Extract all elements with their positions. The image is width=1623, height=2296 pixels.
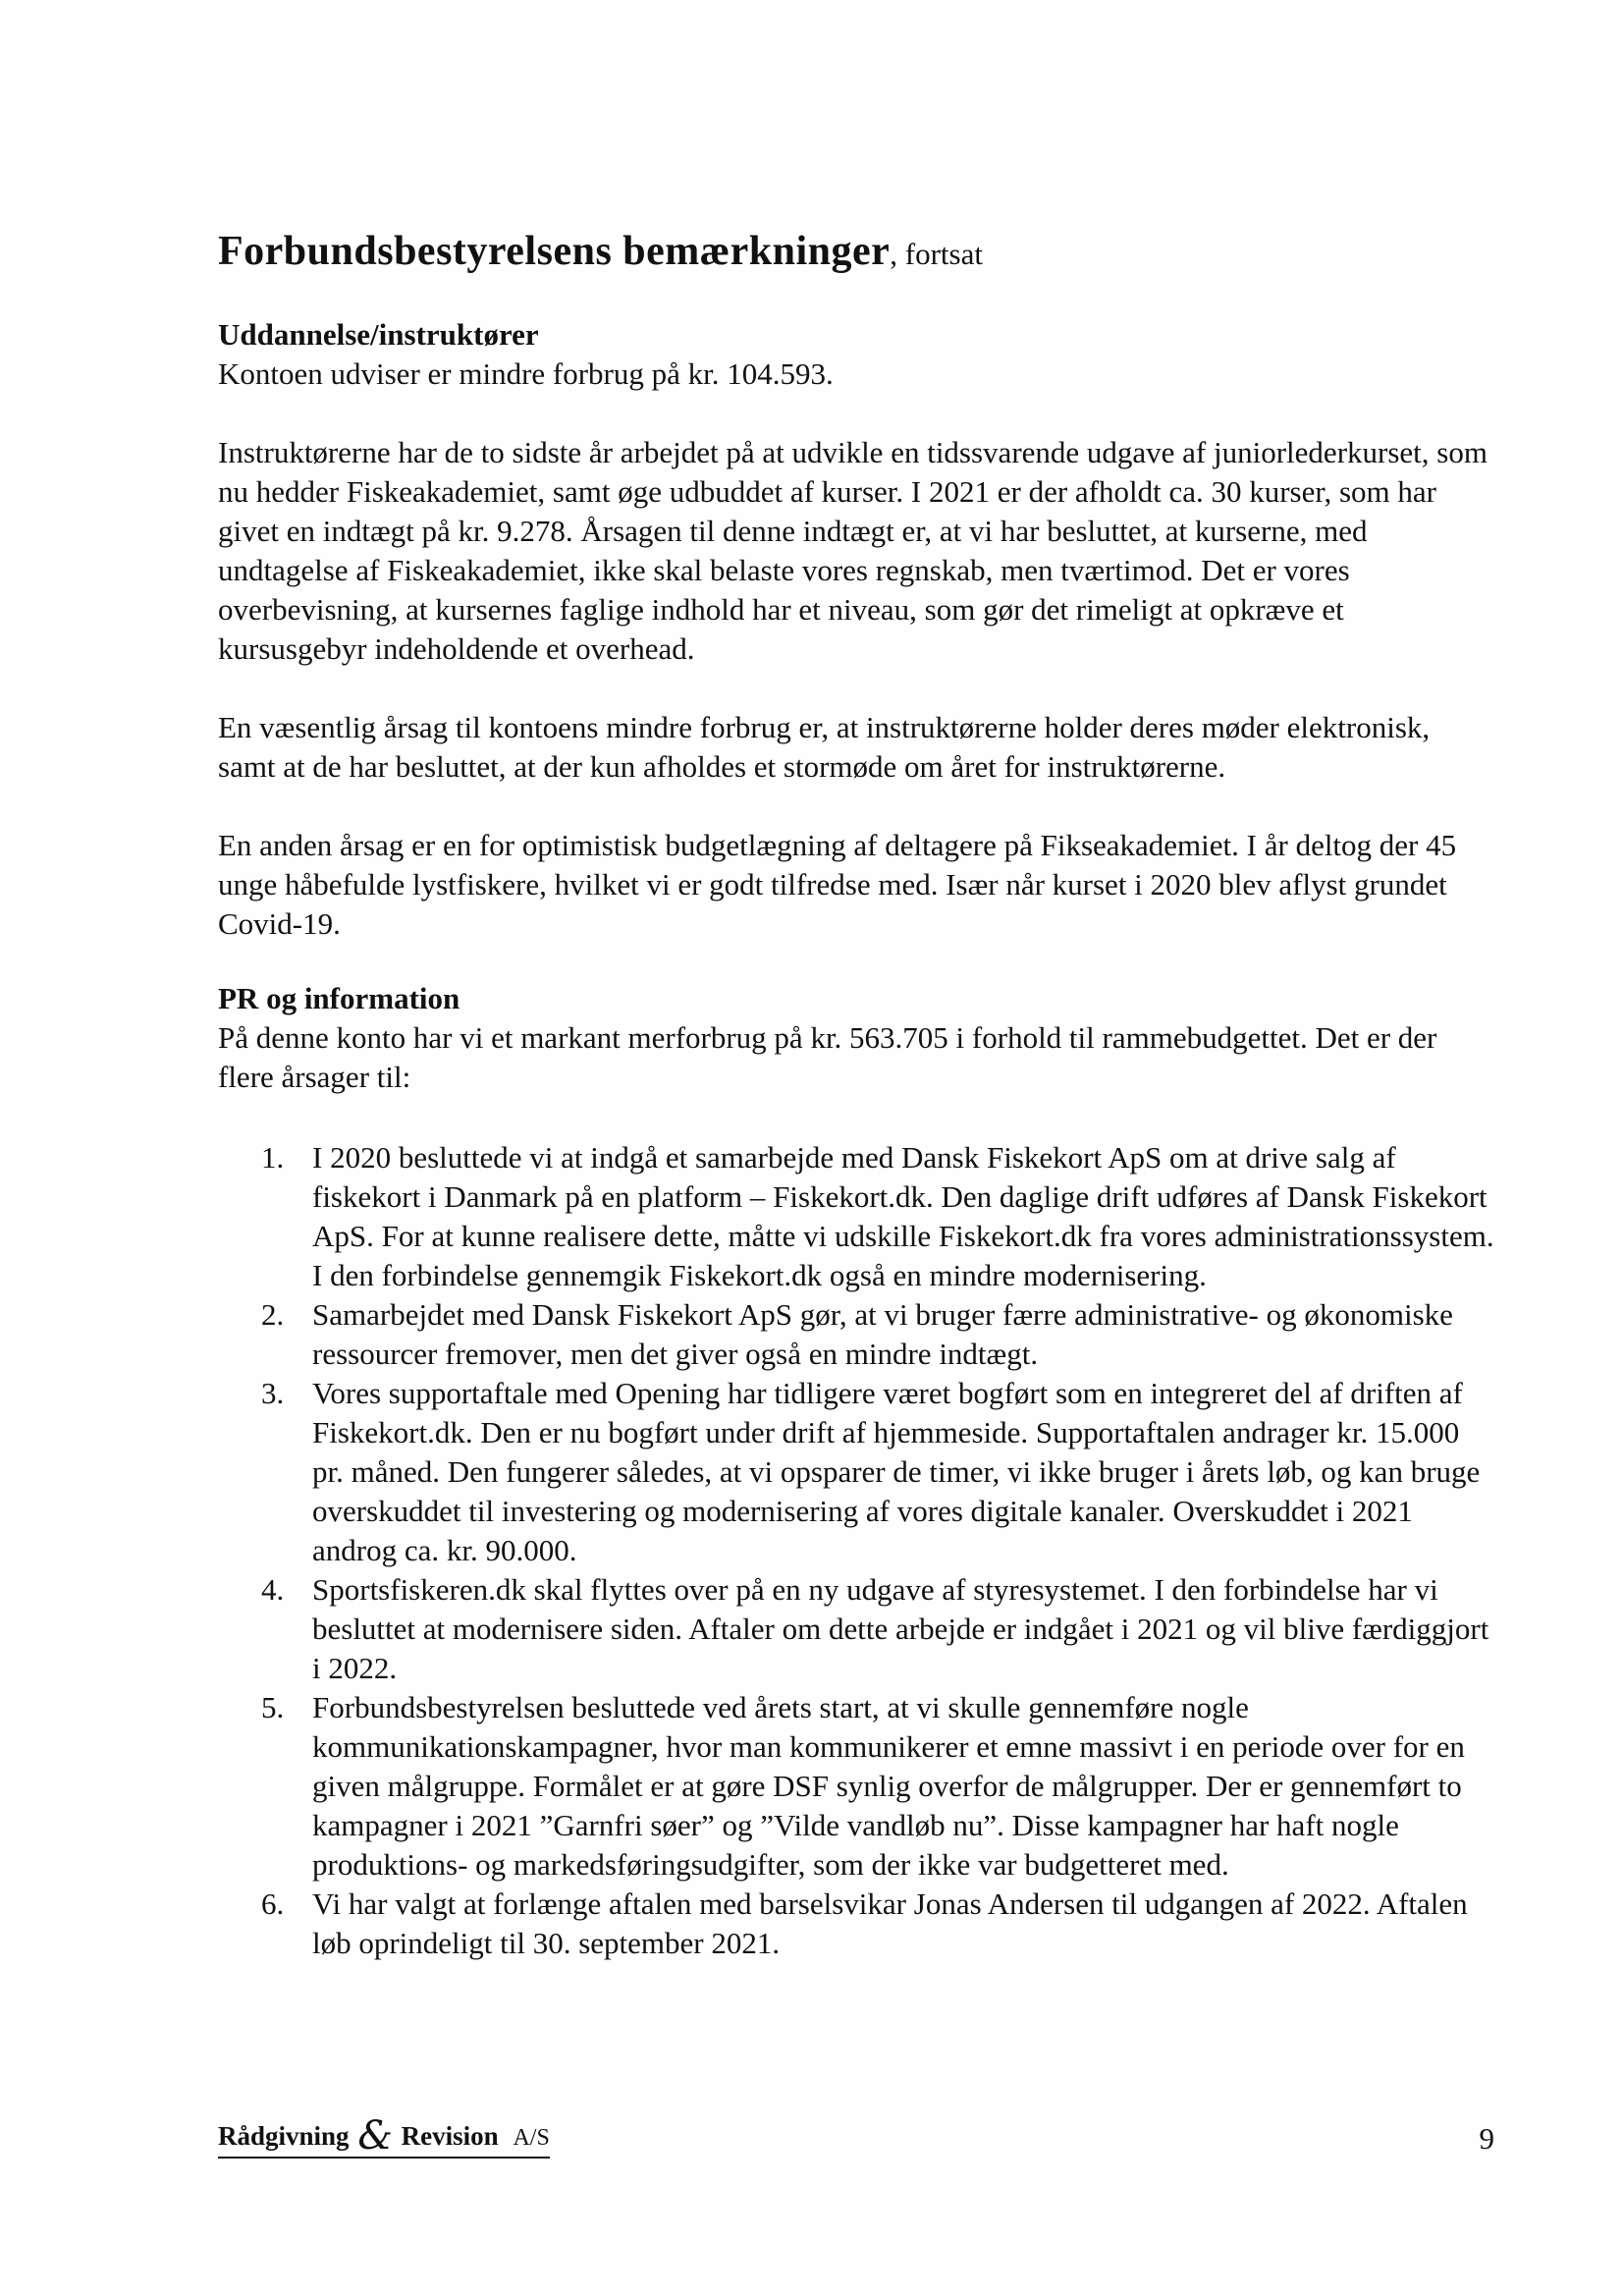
list-item-number: 2. (261, 1297, 285, 1332)
paragraph: En anden årsag er en for optimistisk budgetlægning af deltagere på Fikseakademiet. I år deltog der 45 unge håbefulde lystfiskere, hvilket vi er godt tilfredse med. Især når kurset i 2020 blev aflyst grundet Covid-19. (218, 828, 1457, 941)
numbered-list (218, 1138, 1494, 1963)
list-item-number: 1. (261, 1140, 285, 1175)
list-item (218, 1295, 1494, 1374)
list-item (218, 1570, 1494, 1688)
list-item-text: Vi har valgt at forlænge aftalen med barselsvikar Jonas Andersen til udgangen af 2022. Aftalen løb oprindeligt til 30. september 2021. (312, 1886, 1468, 1960)
paragraph: Instruktørerne har de to sidste år arbejdet på at udvikle en tidssvarende udgave af juniorlederkurset, som nu hedder Fiskeakademiet, samt øge udbuddet af kurser. I 2021 er der afholdt ca. 30 kurser, som har givet en indtægt på kr. 9.278. Årsagen til denne indtægt er, at vi har besluttet, at kurserne, med undtagelse af Fiskeakademiet, ikke skal belaste vores regnskab, men tværtimod. Det er vores overbevisning, at kursernes faglige indhold har et niveau, som gør det rimeligt at opkræve et kursusgebyr indeholdende et overhead. (218, 435, 1488, 666)
logo-ampersand: & (357, 2113, 393, 2159)
section-uddannelse (218, 315, 1494, 944)
list-item-number: 5. (261, 1690, 285, 1724)
list-item-text: I 2020 besluttede vi at indgå et samarbejde med Dansk Fiskekort ApS om at drive salg af fiskekort i Danmark på en platform – Fiskekort.dk. Den daglige drift udføres af Dansk Fiskekort ApS. For at kunne realisere dette, måtte vi udskille Fiskekort.dk fra vores administrationssystem. I den forbindelse gennemgik Fiskekort.dk også en mindre modernisering. (312, 1140, 1494, 1292)
list-item (218, 1885, 1494, 1963)
page-title-suffix: , fortsat (890, 237, 983, 271)
page-footer (218, 2113, 1494, 2162)
list-item-text: Vores supportaftale med Opening har tidligere været bogført som en integreret del af driften af Fiskekort.dk. Den er nu bogført under drift af hjemmeside. Supportaftalen andrager kr. 15.000 pr. måned. Den fungerer således, at vi opsparer de timer, vi ikke bruger i årets løb, og kan bruge overskuddet til investering og modernisering af vores digitale kanaler. Overskuddet i 2021 androg ca. kr. 90.000. (312, 1376, 1481, 1567)
list-item-number: 4. (261, 1572, 285, 1607)
logo-suffix: A/S (513, 2125, 550, 2151)
page-title (218, 224, 1494, 282)
list-item (218, 1138, 1494, 1295)
section-heading-uddannelse: Uddannelse/instruktører (218, 317, 539, 352)
section-heading-pr: PR og information (218, 981, 460, 1015)
list-item-text: Sportsfiskeren.dk skal flyttes over på en ny udgave af styresystemet. I den forbindelse har vi besluttet at modernisere siden. Aftaler om dette arbejde er indgået i 2021 og vil blive færdiggjort i 2022. (312, 1572, 1489, 1685)
section-intro-uddannelse: Kontoen udviser er mindre forbrug på kr. 104.593. (218, 356, 834, 391)
list-item (218, 1374, 1494, 1570)
list-item-number: 6. (261, 1886, 285, 1921)
logo-text-part1: Rådgivning (218, 2121, 350, 2151)
section-pr (218, 979, 1494, 1963)
list-item (218, 1688, 1494, 1885)
page-title-main: Forbundsbestyrelsens bemærkninger (218, 229, 891, 274)
page-number: 9 (1479, 2121, 1494, 2156)
page-content (218, 224, 1494, 1963)
logo-text-part2: Revision (401, 2121, 499, 2151)
section-intro-pr: På denne konto har vi et markant merforbrug på kr. 563.705 i forhold til rammebudgettet. Det er der flere årsager til: (218, 1020, 1437, 1094)
company-logo (218, 2113, 550, 2159)
list-item-number: 3. (261, 1376, 285, 1410)
list-item-text: Forbundsbestyrelsen besluttede ved årets start, at vi skulle gennemføre nogle kommunikationskampagner, hvor man kommunikerer et emne massivt i en periode over for en given målgruppe. Formålet er at gøre DSF synlig overfor de målgrupper. Der er gennemført to kampagner i 2021 ”Garnfri søer” og ”Vilde vandløb nu”. Disse kampagner har haft nogle produktions- og markedsføringsudgifter, som der ikke var budgetteret med. (312, 1690, 1465, 1882)
list-item-text: Samarbejdet med Dansk Fiskekort ApS gør, at vi bruger færre administrative- og økonomiske ressourcer fremover, men det giver også en mindre indtægt. (312, 1297, 1453, 1371)
paragraph: En væsentlig årsag til kontoens mindre forbrug er, at instruktørerne holder deres møder elektronisk, samt at de har besluttet, at der kun afholdes et stormøde om året for instruktørerne. (218, 710, 1431, 784)
